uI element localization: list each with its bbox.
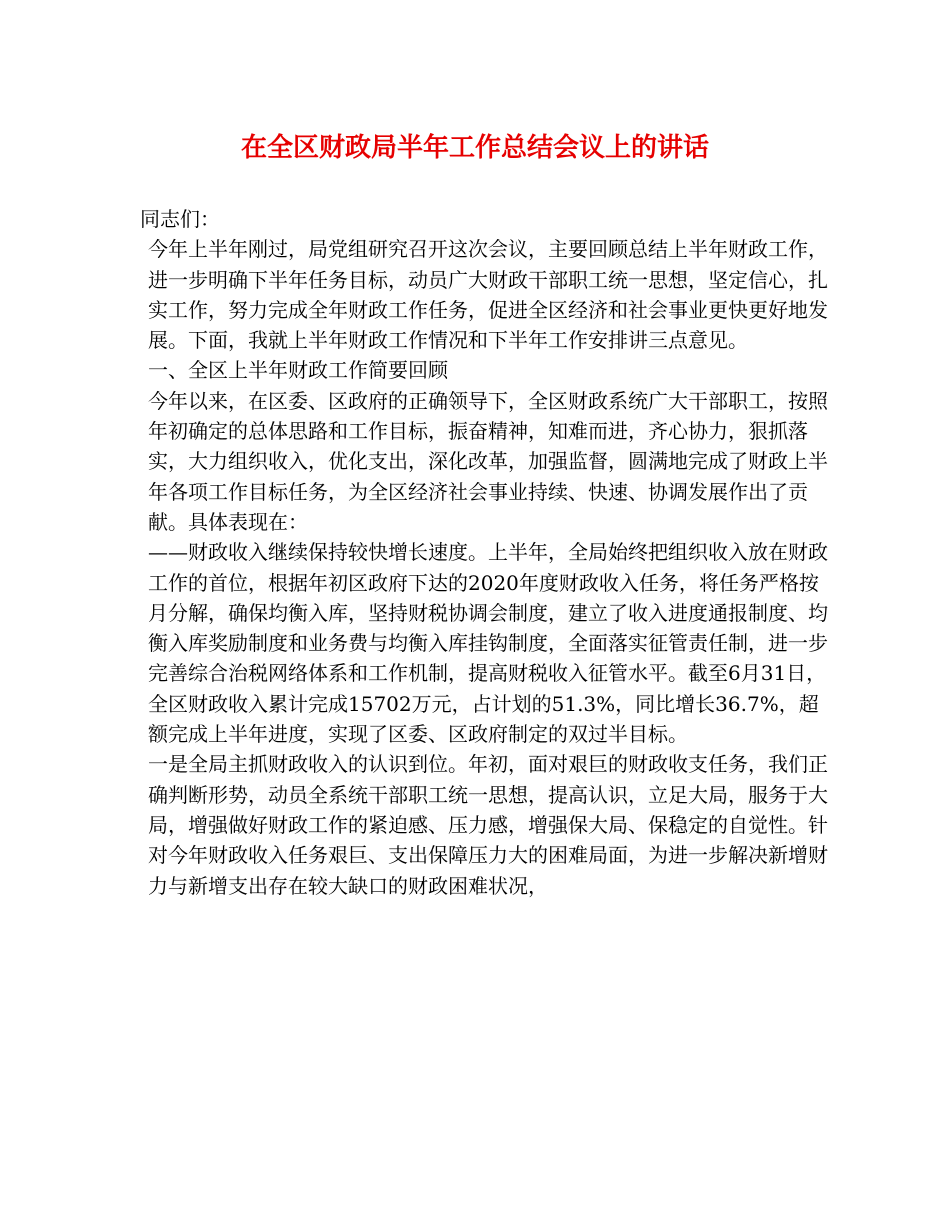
salutation: 同志们：	[140, 207, 220, 231]
paragraph-review: 今年以来，在区委、区政府的正确领导下，全区财政系统广大干部职工，按照年初确定的总体思路和工作目标，振奋精神，知难而进，齐心协力，狠抓落实，大力组织收入，优化支出，深化改革，加强监督，圆满地完成了财政上半年各项工作目标任务，为全区经济社会事业持续、快速、协调发展作出了贡献。具体表现在：	[148, 388, 828, 534]
section-heading-1: 一、全区上半年财政工作简要回顾	[148, 358, 448, 383]
document-title: 在全区财政局半年工作总结会议上的讲话	[240, 133, 709, 163]
paragraph-point-one: 一是全局主抓财政收入的认识到位。年初，面对艰巨的财政收支任务，我们正确判断形势，动员全系统干部职工统一思想，提高认识，立足大局，服务于大局，增强做好财政工作的紧迫感、压力感，增强保大局、保稳定的自觉性。针对今年财政收入任务艰巨、支出保障压力大的困难局面，为进一步解决新增财力与新增支出存在较大缺口的财政困难状况，	[148, 752, 828, 898]
document-body	[140, 204, 830, 901]
paragraph-revenue: ——财政收入继续保持较快增长速度。上半年，全局始终把组织收入放在财政工作的首位，根据年初区政府下达的2020年度财政收入任务，将任务严格按月分解，确保均衡入库，坚持财税协调会制度，建立了收入进度通报制度、均衡入库奖励制度和业务费与均衡入库挂钩制度，全面落实征管责任制，进一步完善综合治税网络体系和工作机制，提高财税收入征管水平。截至6月31日，全区财政收入累计完成15702万元，占计划的51.3%，同比增长36.7%，超额完成上半年进度，实现了区委、区政府制定的双过半目标。	[148, 540, 828, 747]
paragraph-intro: 今年上半年刚过，局党组研究召开这次会议，主要回顾总结上半年财政工作，进一步明确下半年任务目标，动员广大财政干部职工统一思想，坚定信心，扎实工作，努力完成全年财政工作任务，促进全区经济和社会事业更快更好地发展。下面，我就上半年财政工作情况和下半年工作安排讲三点意见。	[148, 237, 828, 353]
